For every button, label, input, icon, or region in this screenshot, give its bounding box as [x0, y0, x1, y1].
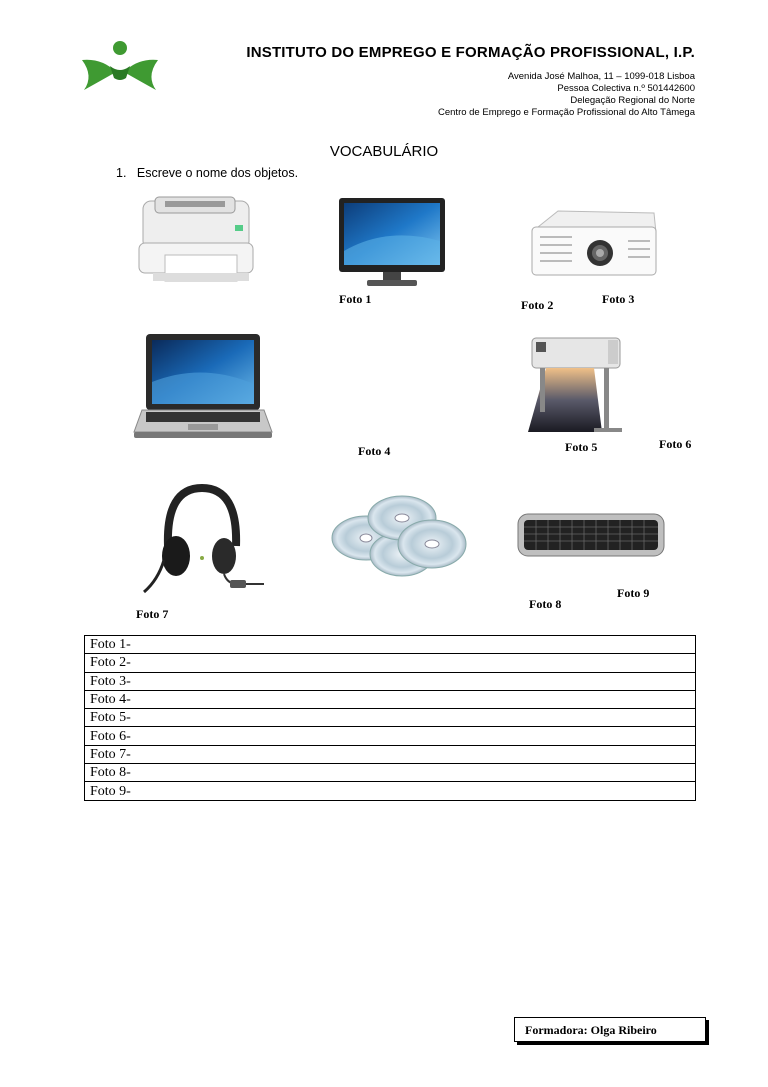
instruction-text: Escreve o nome dos objetos.	[136, 166, 299, 180]
cd-discs-icon	[330, 492, 470, 582]
answer-row-1[interactable]: Foto 1-	[85, 636, 696, 654]
institution-logo	[80, 40, 160, 92]
answer-row-3[interactable]: Foto 3-	[85, 672, 696, 690]
answer-row-4[interactable]: Foto 4-	[85, 690, 696, 708]
photo-caption-7: Foto 7	[136, 607, 169, 621]
photo-caption-6: Foto 6	[659, 437, 692, 451]
delegation-line: Delegação Regional do Norte	[570, 95, 695, 106]
answer-row-2[interactable]: Foto 2-	[85, 654, 696, 672]
photo-caption-5: Foto 5	[565, 440, 598, 454]
photo-caption-8: Foto 8	[529, 597, 562, 611]
photo-caption-2: Foto 2	[521, 298, 554, 312]
instruction	[116, 166, 298, 180]
answer-row-7[interactable]: Foto 7-	[85, 745, 696, 763]
laptop-icon	[132, 332, 274, 442]
tax-id-line: Pessoa Colectiva n.º 501442600	[557, 83, 695, 94]
answer-table	[84, 635, 696, 801]
section-title: VOCABULÁRIO	[329, 143, 439, 160]
institution-title: INSTITUTO DO EMPREGO E FORMAÇÃO PROFISSIONAL, I.P.	[246, 44, 695, 61]
headset-icon	[138, 484, 268, 598]
address-line: Avenida José Malhoa, 11 – 1099-018 Lisboa	[507, 71, 695, 82]
answer-row-8[interactable]: Foto 8-	[85, 764, 696, 782]
plotter-icon	[524, 332, 628, 438]
center-line: Centro de Emprego e Formação Profissional do Alto Tâmega	[438, 107, 695, 118]
photo-caption-9: Foto 9	[617, 586, 650, 600]
projector-icon	[528, 207, 660, 281]
trainer-box: Formadora: Olga Ribeiro	[514, 1017, 706, 1042]
answer-row-5[interactable]: Foto 5-	[85, 709, 696, 727]
answer-row-9[interactable]: Foto 9-	[85, 782, 696, 800]
monitor-icon	[337, 196, 447, 290]
keyboard-icon	[516, 510, 666, 560]
photo-caption-1: Foto 1	[339, 292, 372, 306]
instruction-number: 1.	[116, 166, 127, 180]
printer-icon	[135, 195, 257, 291]
answer-row-6[interactable]: Foto 6-	[85, 727, 696, 745]
photo-caption-3: Foto 3	[602, 292, 635, 306]
photo-caption-4: Foto 4	[358, 444, 391, 458]
